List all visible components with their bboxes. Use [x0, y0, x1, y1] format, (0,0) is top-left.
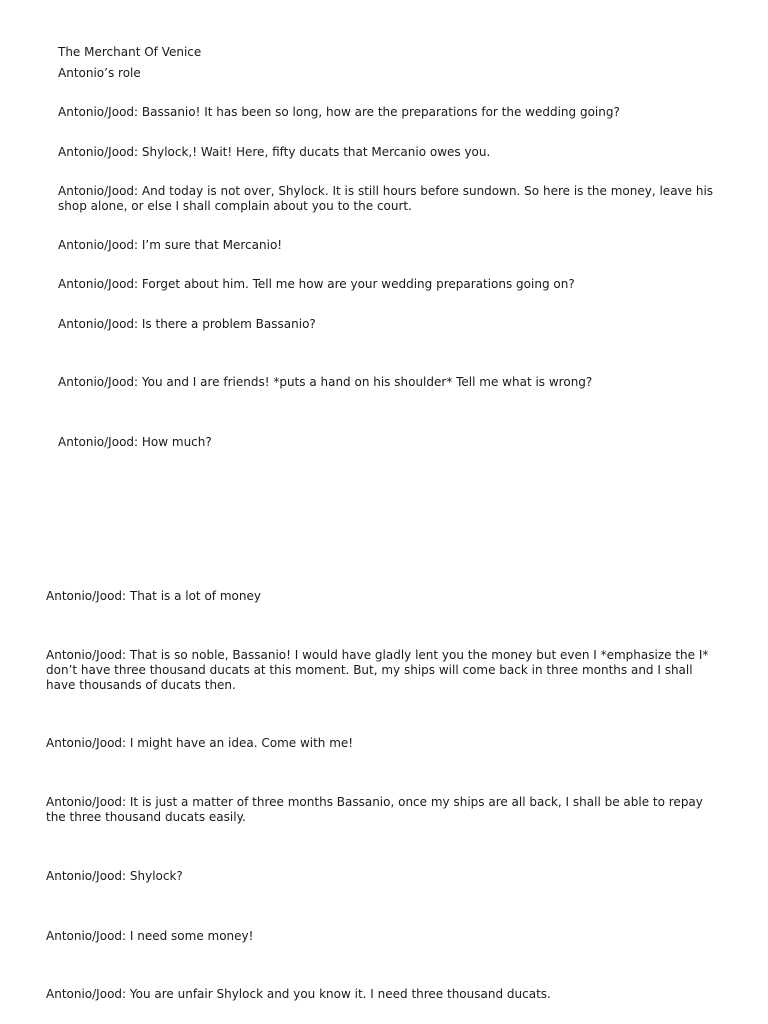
dialogue-line: Antonio/Jood: Forget about him. Tell me how are your wedding preparations going on?	[58, 277, 575, 291]
document-title: The Merchant Of Venice	[58, 45, 202, 59]
dialogue-line: Antonio/Jood: Shylock?	[46, 869, 183, 883]
dialogue-line: Antonio/Jood: That is so noble, Bassanio! I would have gladly lent you the money but even I *emphasize the I* don’t have three thousand ducats at this moment. But, my ships will come back in three months and I shall have thousands of ducats then.	[46, 648, 709, 692]
dialogue-line: Antonio/Jood: I might have an idea. Come with me!	[46, 736, 354, 750]
dialogue-line: Antonio/Jood: And today is not over, Shylock. It is still hours before sundown. So here is the money, leave his shop alone, or else I shall complain about you to the court.	[58, 184, 714, 213]
dialogue-line: Antonio/Jood: You and I are friends! *puts a hand on his shoulder* Tell me what is wrong?	[58, 375, 593, 389]
dialogue-line: Antonio/Jood: You are unfair Shylock and you know it. I need three thousand ducats.	[46, 987, 551, 1001]
dialogue-line: Antonio/Jood: That is a lot of money	[46, 589, 261, 603]
dialogue-line: Antonio/Jood: Is there a problem Bassanio?	[58, 317, 316, 331]
dialogue-line: Antonio/Jood: I’m sure that Mercanio!	[58, 238, 283, 252]
document-subtitle: Antonio’s role	[58, 66, 141, 80]
dialogue-line: Antonio/Jood: It is just a matter of three months Bassanio, once my ships are all back, I shall be able to repay the three thousand ducats easily.	[46, 795, 703, 824]
dialogue-line: Antonio/Jood: Bassanio! It has been so long, how are the preparations for the wedding going?	[58, 105, 620, 119]
dialogue-line: Antonio/Jood: I need some money!	[46, 929, 254, 943]
dialogue-line: Antonio/Jood: Shylock,! Wait! Here, fifty ducats that Mercanio owes you.	[58, 145, 491, 159]
dialogue-line: Antonio/Jood: How much?	[58, 435, 212, 449]
